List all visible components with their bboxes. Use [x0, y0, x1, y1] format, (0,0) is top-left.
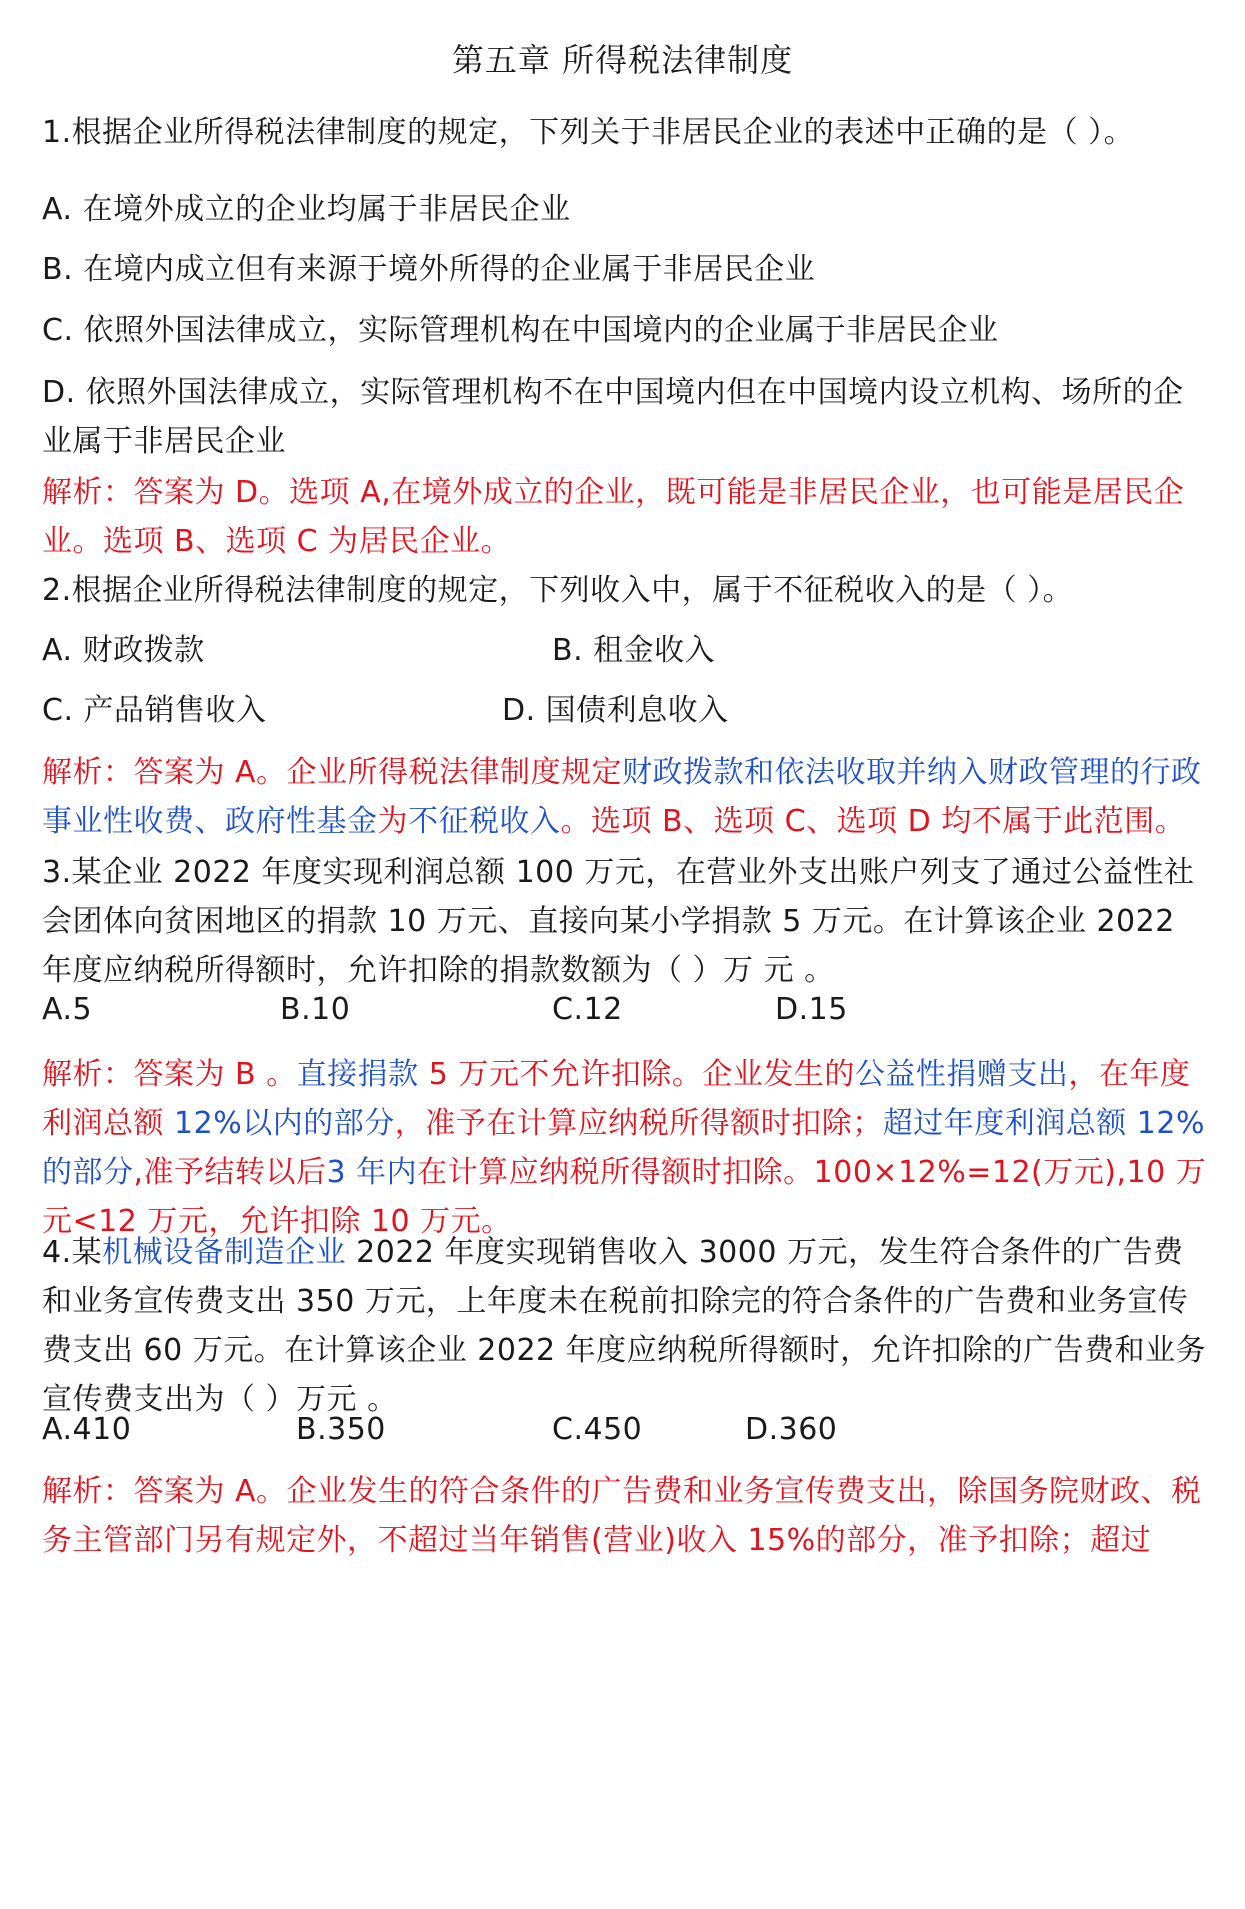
q4-option-a: A.410	[42, 1412, 132, 1447]
q3-analysis-highlight: 3 年内	[326, 1155, 418, 1190]
q1-option-c: C. 依照外国法律成立，实际管理机构在中国境内的企业属于非居民企业	[42, 313, 999, 348]
q4-option-d: D.360	[745, 1412, 838, 1447]
q3-option-a: A.5	[42, 992, 93, 1027]
q2-option-b: B. 租金收入	[552, 633, 716, 668]
q2-stem: 2.根据企业所得税法律制度的规定，下列收入中，属于不征税收入的是（ ）。	[42, 573, 1074, 608]
q3-option-d: D.15	[775, 992, 848, 1027]
q2-option-c: C. 产品销售收入	[42, 693, 267, 728]
chapter-title: 第五章 所得税法律制度	[451, 41, 794, 79]
q4-option-c: C.450	[552, 1412, 643, 1447]
q1-analysis: 解析：答案为 D。选项 A,在境外成立的企业，既可能是非居民企业，也可能是居民企业。选项 B、选项 C 为居民企业。	[42, 475, 1185, 559]
q1-option-d: D. 依照外国法律成立，实际管理机构不在中国境内但在中国境内设立机构、场所的企业属于非居民企业	[42, 375, 1184, 459]
q3-stem: 3.某企业 2022 年度实现利润总额 100 万元，在营业外支出账户列支了通过公益性社会团体向贫困地区的捐款 10 万元、直接向某小学捐款 5 万元。在计算该企业 2022 年度应纳税所得额时，允许扣除的捐款数额为（ ）万 元 。	[42, 855, 1195, 988]
q3-analysis-part: ，在年度利润总额	[42, 1057, 1191, 1141]
q3-analysis	[42, 1050, 1207, 1246]
q4-stem-part: 2022 年度实现销售收入 3000 万元，发生符合条件的广告费和业务宣传费支出 350 万元，上年度未在税前扣除完的符合条件的广告费和业务宣传费支出 60 万元。在计算该企业 2022 年度应纳税所得额时，允许扣除的广告费和业务宣传费支出为（ ）万元 。	[42, 1235, 1207, 1417]
q3-analysis-part: ,准予结转以后	[133, 1155, 327, 1190]
q3-analysis-highlight: 公益性捐赠支出	[854, 1057, 1069, 1092]
q1-option-b: B. 在境内成立但有来源于境外所得的企业属于非居民企业	[42, 252, 816, 287]
q3-option-b: B.10	[280, 992, 351, 1027]
q4-option-b: B.350	[296, 1412, 386, 1447]
q2-option-a: A. 财政拨款	[42, 633, 205, 668]
q3-analysis-part: ，准予在计算应纳税所得额时扣除；	[394, 1106, 883, 1141]
q3-analysis-highlight: 超过年度利润总额 12%的部分	[42, 1106, 1205, 1190]
q4-analysis: 解析：答案为 A。企业发生的符合条件的广告费和业务宣传费支出，除国务院财政、税务主管部门另有规定外，不超过当年销售(营业)收入 15%的部分，准予扣除；超过	[42, 1474, 1202, 1558]
q2-analysis-part: 为	[377, 804, 408, 839]
q2-analysis-part: 。选项 B、选项 C、选项 D 均不属于此范围。	[560, 804, 1186, 839]
q4-stem	[42, 1228, 1207, 1424]
q2-analysis-highlight: 财政拨款和依法收取并纳入财政管理的行政事业性收费、政府性基金	[42, 755, 1202, 839]
q2-analysis	[42, 748, 1207, 846]
q2-option-d: D. 国债利息收入	[502, 693, 729, 728]
q3-option-c: C.12	[552, 992, 623, 1027]
q4-stem-highlight: 机械设备制造企业	[102, 1235, 347, 1270]
q2-analysis-highlight: 不征税收入	[408, 804, 561, 839]
q4-stem-part: 4.某	[42, 1235, 103, 1270]
q1-stem: 1.根据企业所得税法律制度的规定，下列关于非居民企业的表述中正确的是（ ）。	[42, 115, 1135, 150]
q2-analysis-part: 解析：答案为 A。企业所得税法律制度规定	[42, 755, 623, 790]
q1-option-a: A. 在境外成立的企业均属于非居民企业	[42, 192, 571, 227]
q3-analysis-highlight: 12%以内的部分	[174, 1106, 395, 1141]
q3-analysis-part: 解析：答案为 B 。	[42, 1057, 297, 1092]
q3-analysis-part: 5 万元不允许扣除。企业发生的	[418, 1057, 855, 1092]
q3-analysis-highlight: 直接捐款	[296, 1057, 419, 1092]
q3-analysis-part: 在计算应纳税所得额时扣除。100×12%=12(万元),10 万元<12 万元，允许扣除 10 万元。	[42, 1155, 1207, 1239]
